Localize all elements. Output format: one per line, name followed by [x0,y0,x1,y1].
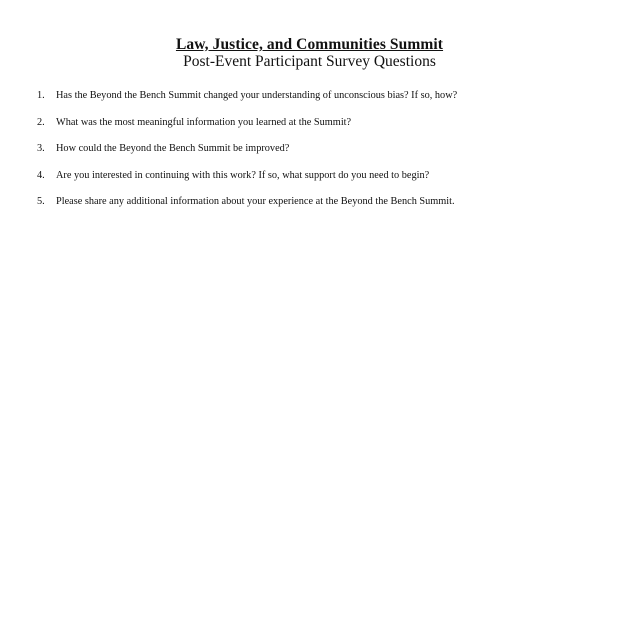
survey-question-1 [0,89,619,116]
survey-question-3 [0,142,619,169]
question-text: What was the most meaningful information you learned at the Summit? [56,116,352,128]
question-number: 4. [37,169,45,181]
question-number: 2. [37,116,45,128]
question-text: Has the Beyond the Bench Summit changed your understanding of unconscious bias? If so, how? [56,90,458,101]
document-subtitle: Post-Event Participant Survey Questions [183,53,436,70]
question-number: 3. [37,143,45,154]
question-number: 1. [37,90,45,101]
survey-question-2 [0,116,619,143]
survey-question-list [0,89,619,222]
document-title: Law, Justice, and Communities Summit [175,36,444,53]
question-text: Are you interested in continuing with this work? If so, what support do you need to begin? [56,169,430,181]
question-text: Please share any additional information about your experience at the Beyond the Bench Summit. [56,196,455,207]
question-number: 5. [37,196,45,207]
survey-question-4 [0,169,619,196]
question-text: How could the Beyond the Bench Summit be improved? [56,143,290,154]
survey-question-5 [0,195,619,222]
